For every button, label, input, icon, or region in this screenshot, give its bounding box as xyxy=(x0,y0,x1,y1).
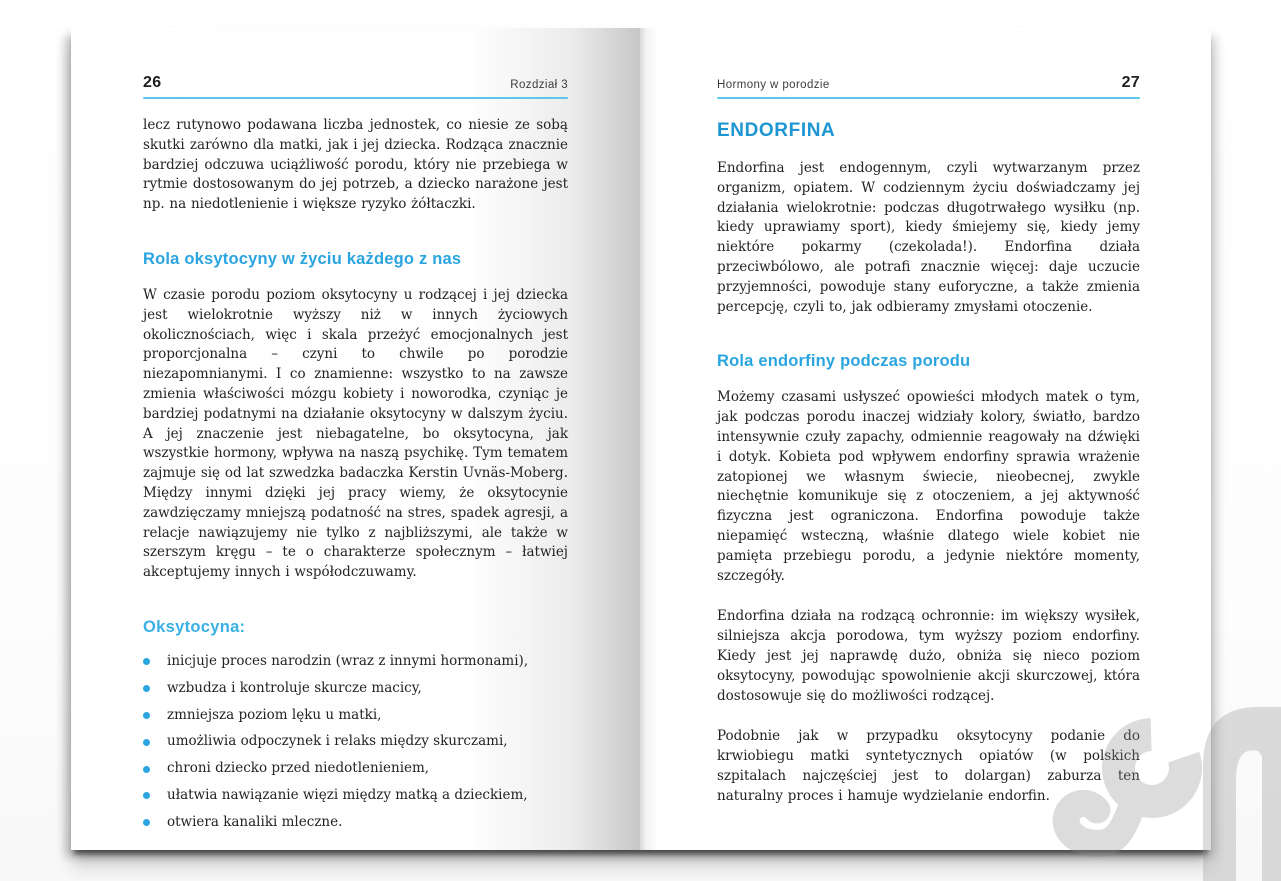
section-heading-oxytocin-role: Rola oksytocyny w życiu każdego z nas xyxy=(143,249,462,268)
list-item-text: ułatwia nawiązanie więzi między matką a dzieckiem, xyxy=(167,786,528,803)
list-item xyxy=(143,786,568,806)
page-number-right: 27 xyxy=(1121,74,1140,91)
list-item-text: umożliwia odpoczynek i relaks między skurczami, xyxy=(167,733,508,750)
list-item-text: wzbudza i kontroluje skurcze macicy, xyxy=(167,679,422,696)
paragraph: Podobnie jak w przypadku oksytocyny podanie do krwiobiegu matki syntetycznych opiatów (w polskich szpitalach najczęściej jest to dolargan) zaburza ten naturalny proces i hamuje wydzielanie endorfin. xyxy=(717,728,1140,804)
paragraph: Endorfina jest endogennym, czyli wytwarzanym przez organizm, opiatem. W codziennym życiu doświadczamy jej działania wielokrotnie: podczas długotrwałego wysiłku (np. kiedy uprawiamy sport), kiedy śmiejemy się, kiedy jemy niektóre pokarmy (czekolada!). Endorfina działa przeciwbólowo, ale potrafi znacznie więcej: daje uczucie przyjemności, powoduje stany euforyczne, a także zmienia percepcję, czyli to, jak odbieramy zmysłami otoczenie. xyxy=(717,160,1140,315)
list-item-text: inicjuje proces narodzin (wraz z innymi hormonami), xyxy=(167,652,529,669)
page-right-content xyxy=(640,28,1211,850)
paragraph: lecz rutynowo podawana liczba jednostek, co niesie ze sobą skutki zarówno dla matki, jak i jej dziecka. Rodząca znacznie bardziej odczuwa uciążliwość porodu, który nie przebiega w rytmie dostosowanym do jej potrzeb, a dziecko narażone jest np. na niedotlenienie i większe ryzyko żółtaczki. xyxy=(143,117,568,213)
list-item-text: otwiera kanaliki mleczne. xyxy=(167,813,343,830)
page-left-header xyxy=(143,74,568,92)
paragraph: W czasie porodu poziom oksytocyny u rodzącej i jej dziecka jest wielokrotnie wyższy niż w innych życiowych okolicznościach, więc i skala przeżyć emocjonalnych jest proporcjonalna – czyni to chwile po porodzie niezapomnianymi. I co znamienne: wszystko to na zawsze zmienia właściwości mózgu kobiety i noworodka, czyniąc je bardziej podatnymi na działanie oksytocyny w dalszym życiu. A jej znaczenie jest niebagatelne, bo oksytocyna, jak wszystkie hormony, wpływa na naszą psychikę. Tym tematem zajmuje się od lat szwedzka badaczka Kerstin Uvnäs-Moberg. Między innymi dzięki jej pracy wiemy, że oksytocynie zawdzięczamy mniejszą podatność na stres, spadek agresji, a relacje nawiązujemy nie tylko z najbliższymi, ale także w szerszym kręgu – te o charakterze społecznym – łatwiej akceptujemy innych i współodczuwamy. xyxy=(143,286,568,581)
chapter-heading-endorphin: ENDORFINA xyxy=(717,120,836,141)
running-header-right: Hormony w porodzie xyxy=(717,79,830,91)
list-heading-oxytocin: Oksytocyna: xyxy=(143,617,246,636)
page-left xyxy=(71,28,640,850)
page-left-content xyxy=(71,28,640,850)
list-item xyxy=(143,759,568,779)
list-item-text: zmniejsza poziom lęku u matki, xyxy=(167,706,382,723)
open-book-spread xyxy=(71,28,1211,850)
page-number-left: 26 xyxy=(143,74,162,91)
list-item xyxy=(143,813,568,833)
list-item xyxy=(143,652,568,672)
list-item xyxy=(143,679,568,699)
bullet-icon xyxy=(143,739,150,746)
bullet-icon xyxy=(143,712,150,719)
paragraph: Endorfina działa na rodzącą ochronnie: im większy wysiłek, silniejsza akcja porodowa, tym wyższy poziom endorfiny. Kiedy jest jej naprawdę dużo, obniża się nieco poziom oksytocyny, powodując spowolnienie akcji skurczowej, która dostosowuje się do możliwości rodzącej. xyxy=(717,608,1140,704)
running-header-left: Rozdział 3 xyxy=(510,79,568,91)
list-item-text: chroni dziecko przed niedotlenieniem, xyxy=(167,760,430,777)
header-rule-left xyxy=(143,97,568,99)
bullet-icon xyxy=(143,685,150,692)
paragraph: Możemy czasami usłyszeć opowieści młodych matek o tym, jak podczas porodu inaczej widziały kolory, światło, bardzo intensywnie czuły zapachy, odmiennie reagowały na dźwięki i dotyk. Kobieta pod wpływem endorfiny sprawia wrażenie zatopionej we własnym świecie, nieobecnej, zwykle niechętnie komunikuje się z otoczeniem, a jej aktywność fizyczna jest ograniczona. Endorfina powoduje także niepamięć wsteczną, właśnie dlatego wiele kobiet nie pamięta przebiegu porodu, a jedynie niektóre momenty, szczegóły. xyxy=(717,389,1140,584)
header-rule-right xyxy=(717,97,1140,99)
bullet-icon xyxy=(143,658,150,665)
page-right xyxy=(640,28,1211,850)
section-heading-endorphin-role: Rola endorfiny podczas porodu xyxy=(717,352,971,371)
page-right-header xyxy=(717,74,1140,92)
bullet-icon xyxy=(143,792,150,799)
oxytocin-bullet-list xyxy=(143,652,568,833)
list-item xyxy=(143,732,568,752)
bullet-icon xyxy=(143,766,150,773)
list-item xyxy=(143,706,568,726)
bullet-icon xyxy=(143,819,150,826)
